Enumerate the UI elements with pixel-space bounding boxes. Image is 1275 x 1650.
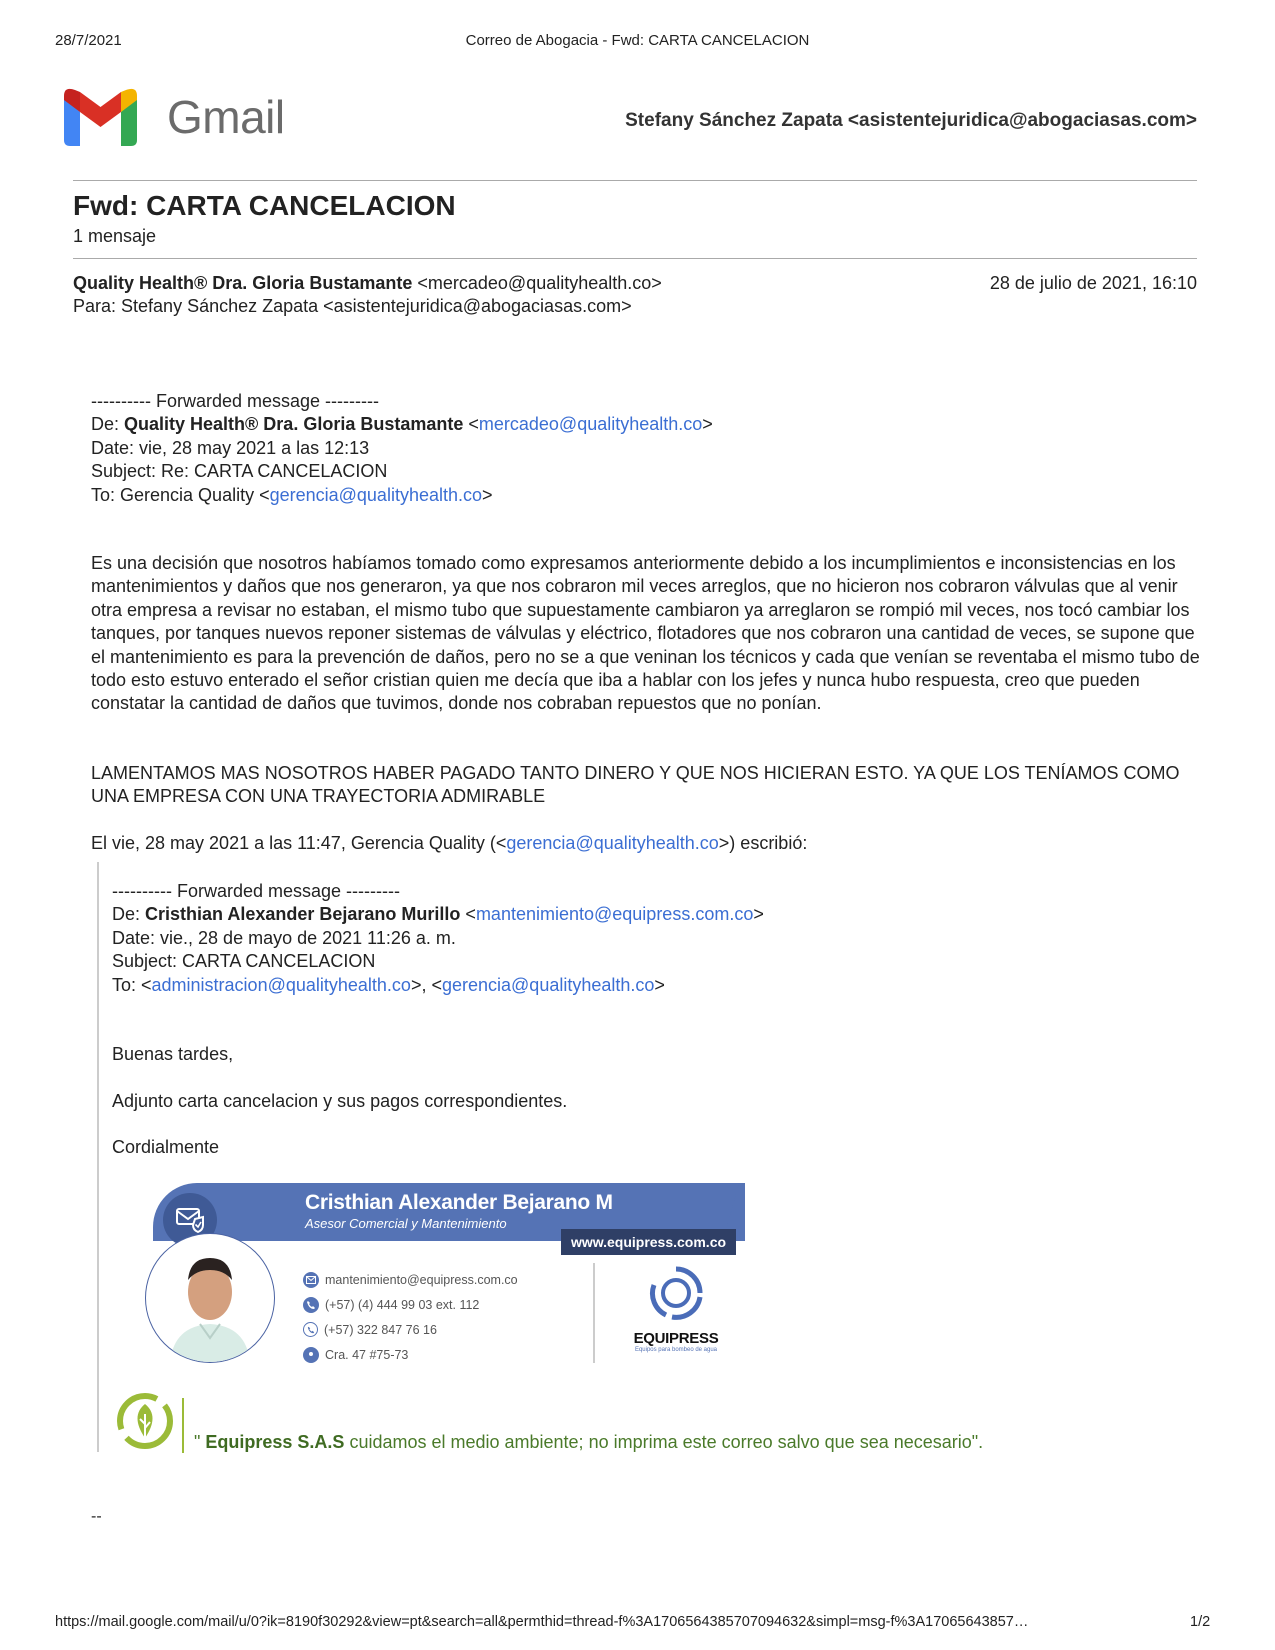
- email-link[interactable]: administracion@qualityhealth.co: [151, 974, 411, 995]
- quote-bar: [97, 862, 99, 1452]
- eco-message: " Equipress S.A.S cuidamos el medio ambiente; no imprima este correo salvo que sea necesario".: [194, 1432, 984, 1452]
- forwarded-header-2: [112, 880, 1112, 997]
- gmail-logo[interactable]: [64, 86, 294, 150]
- forward-date: Date: vie., 28 de mayo de 2021 11:26 a. m.: [112, 927, 456, 948]
- forward-date: Date: vie, 28 may 2021 a las 12:13: [91, 437, 370, 458]
- equipress-swirl-icon: [646, 1263, 706, 1323]
- forward-separator: ---------- Forwarded message ---------: [91, 391, 379, 411]
- attachment-note: Adjunto carta cancelacion y sus pagos correspondientes.: [112, 1091, 568, 1111]
- location-pin-icon: [303, 1347, 319, 1363]
- equipress-logo: [621, 1263, 731, 1363]
- page-url: https://mail.google.com/mail/u/0?ik=8190f30292&view=pt&search=all&permthid=thread-f%3A1706564385707094632&simpl=msg-f%3A17065643857…: [55, 1614, 1029, 1630]
- divider: [73, 258, 1197, 259]
- eco-note: [116, 1392, 1116, 1462]
- signature-name: Cristhian Alexander Bejarano M: [305, 1191, 613, 1214]
- forward-subject: Subject: Re: CARTA CANCELACION: [91, 461, 388, 482]
- page-number: 1/2: [1190, 1614, 1211, 1630]
- email-link[interactable]: mercadeo@qualityhealth.co: [478, 414, 703, 435]
- account-identity: Stefany Sánchez Zapata <asistentejuridica@abogaciasas.com>: [625, 110, 1197, 131]
- signature-separator: --: [91, 1508, 102, 1525]
- message-from: [73, 273, 662, 294]
- eco-separator: [182, 1398, 184, 1453]
- email-link[interactable]: gerencia@qualityhealth.co: [506, 833, 719, 853]
- forward-from-name: Cristhian Alexander Bejarano Murillo: [145, 904, 461, 925]
- body-paragraph-caps: LAMENTAMOS MAS NOSOTROS HABER PAGADO TANTO DINERO Y QUE NOS HICIERAN ESTO. YA QUE LOS TENÍAMOS COMO UNA EMPRESA CON UNA TRAYECTORIA ADMIRABLE: [91, 763, 1180, 807]
- greeting: Buenas tardes,: [112, 1044, 234, 1064]
- equipress-tagline: Equipos para bombeo de agua: [634, 1347, 718, 1353]
- body-paragraph: Es una decisión que nosotros habíamos tomado como expresamos anteriormente debido a los incumplimientos e inconsistencias en los mantenimientos y daños que nos generaron, ya que nos cobraron mil veces arreglos, que no hicieron nos cobraron válvulas que al venir otra empresa a revisar no estaban, el mismo tubo que supuestamente cambiaron ya arreglaron se rompió mil veces, nos tocó cambiar los tanques, por tanques nuevos reponer sistemas de válvulas y eléctrico, flotadores que nos cobraron una cantidad de veces, se supone que el mantenimiento es para la prevención de daños, pero no se a que veninan los técnicos y cada que venían se reventaba el mismo tubo de todo esto estuvo enterado el señor cristian quien me decía que iba a hablar con los jefes y nunca hubo respuesta, creo que pueden constatar la cantidad de daños que tuvimos, donde nos cobraban repuestos que no ponían.: [91, 553, 1200, 714]
- signature-divider: [593, 1263, 595, 1363]
- sender-email: <mercadeo@qualityhealth.co>: [417, 273, 662, 293]
- contact-whatsapp[interactable]: (+57) 322 847 76 16: [303, 1317, 518, 1342]
- contact-address: Cra. 47 #75-73: [303, 1342, 518, 1367]
- email-icon: [303, 1272, 319, 1288]
- contact-email[interactable]: mantenimiento@equipress.com.co: [303, 1267, 518, 1292]
- message-recipient: Para: Stefany Sánchez Zapata <asistentejuridica@abogaciasas.com>: [73, 296, 632, 316]
- signature-website[interactable]: www.equipress.com.co: [561, 1229, 736, 1255]
- forward-from: De: Cristhian Alexander Bejarano Murillo <mantenimiento@equipress.com.co>: [112, 904, 764, 925]
- divider: [73, 180, 1197, 181]
- print-title: Correo de Abogacia - Fwd: CARTA CANCELACION: [465, 32, 810, 49]
- email-link[interactable]: gerencia@qualityhealth.co: [441, 974, 655, 995]
- quote-attribution: El vie, 28 may 2021 a las 11:47, Gerencia Quality (<gerencia@qualityhealth.co>) escribió:: [91, 833, 808, 853]
- email-signature-card: [143, 1183, 753, 1363]
- sender-name: Quality Health® Dra. Gloria Bustamante: [73, 273, 413, 293]
- email-link[interactable]: mantenimiento@equipress.com.co: [475, 904, 754, 925]
- contact-phone[interactable]: (+57) (4) 444 99 03 ext. 112: [303, 1292, 518, 1317]
- gmail-m-icon: [64, 88, 137, 146]
- signature-contacts: [303, 1267, 518, 1367]
- eco-company: Equipress S.A.S: [205, 1432, 345, 1452]
- forwarded-header-1: [91, 390, 1201, 507]
- whatsapp-icon: [303, 1322, 318, 1337]
- closing: Cordialmente: [112, 1137, 220, 1157]
- equipress-wordmark: EQUIPRESS: [633, 1330, 719, 1347]
- message-date: 28 de julio de 2021, 16:10: [989, 273, 1197, 293]
- message-count: 1 mensaje: [73, 226, 157, 246]
- print-header: [0, 30, 1275, 50]
- forward-to: To: Gerencia Quality <gerencia@qualityhealth.co>: [91, 484, 493, 505]
- forward-from: De: Quality Health® Dra. Gloria Bustamante <mercadeo@qualityhealth.co>: [91, 414, 713, 435]
- forward-separator: ---------- Forwarded message ---------: [112, 881, 400, 901]
- leaf-icon: [116, 1392, 174, 1450]
- print-date: 28/7/2021: [55, 32, 122, 49]
- forward-subject: Subject: CARTA CANCELACION: [112, 951, 376, 972]
- signature-role: Asesor Comercial y Mantenimiento: [305, 1216, 507, 1231]
- profile-photo: [145, 1233, 275, 1363]
- email-link[interactable]: gerencia@qualityhealth.co: [269, 484, 482, 505]
- phone-icon: [303, 1297, 319, 1313]
- forward-from-name: Quality Health® Dra. Gloria Bustamante: [124, 414, 464, 435]
- thread-subject: Fwd: CARTA CANCELACION: [73, 190, 456, 221]
- forward-to: To: <administracion@qualityhealth.co>, <gerencia@qualityhealth.co>: [112, 974, 665, 995]
- gmail-wordmark: Gmail: [167, 91, 285, 143]
